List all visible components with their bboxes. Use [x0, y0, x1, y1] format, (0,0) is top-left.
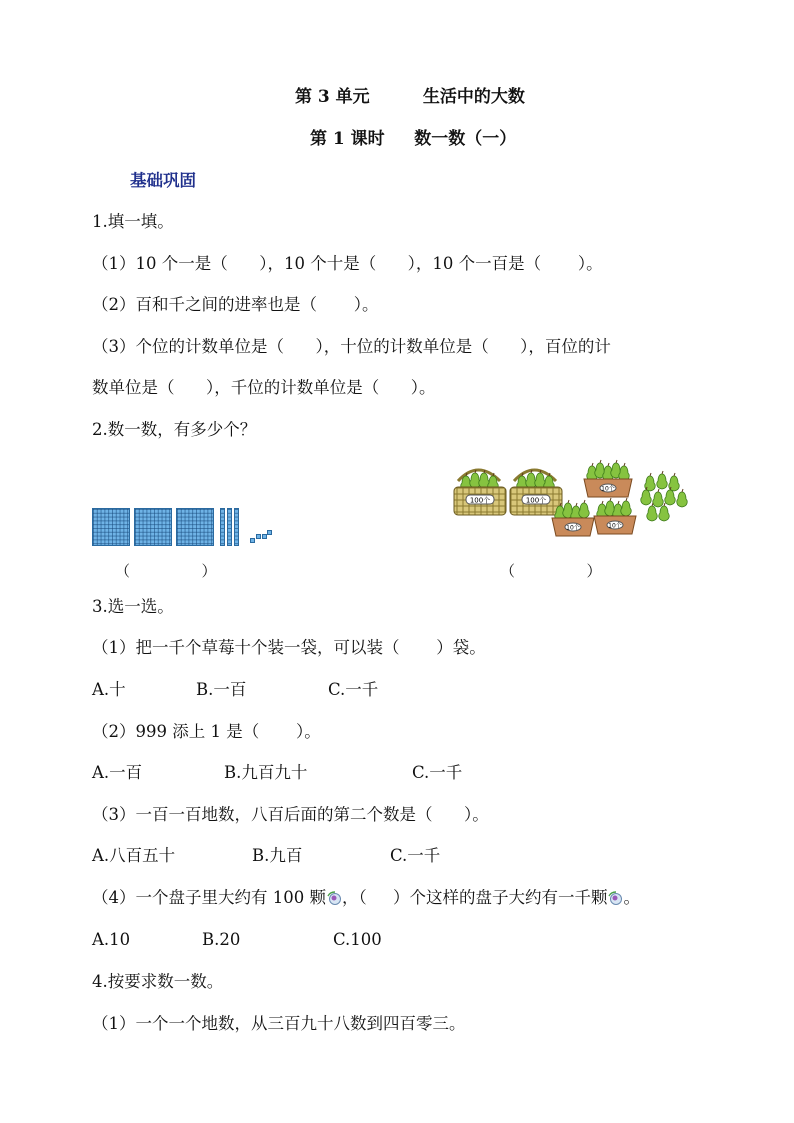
q3-sub2-option-a[interactable]: A.一百	[92, 763, 143, 782]
ten-rod	[220, 508, 225, 546]
q1-item-1: （1）10 个一是（ ），10 个十是（ ），10 个一百是（ ）。	[92, 254, 603, 273]
hundred-block	[134, 508, 172, 546]
q3-sub2-option-b[interactable]: B.九百九十	[224, 763, 308, 782]
hundred-block	[92, 508, 130, 546]
basket-label: 100个	[525, 496, 547, 505]
counting-blocks	[92, 508, 272, 548]
unit-cube	[256, 534, 261, 539]
q3-sub3-option-c[interactable]: C.一千	[390, 846, 441, 865]
loose-pears	[641, 471, 687, 521]
q3-sub4-option-c[interactable]: C.100	[333, 930, 382, 949]
unit-cube	[250, 538, 255, 543]
q4-title: 4.按要求数一数。	[92, 972, 224, 991]
q1-item-3-line-1: （3）个位的计数单位是（ ），十位的计数单位是（ ），百位的计	[92, 337, 611, 356]
answer-blank-right[interactable]: （ ）	[500, 562, 602, 580]
basket-100	[454, 470, 506, 515]
answer-blank-left[interactable]: （ ）	[115, 562, 217, 580]
bead-icon	[326, 890, 342, 906]
pear-baskets-picture	[448, 455, 696, 541]
q3-sub3-option-b[interactable]: B.九百	[252, 846, 303, 865]
ten-rod	[227, 508, 232, 546]
q3-sub4-text-3: 。	[623, 888, 640, 907]
q3-sub1-question: （1）把一千个草莓十个装一袋，可以装（ ）袋。	[92, 638, 486, 657]
hundred-block	[176, 508, 214, 546]
q1-item-2: （2）百和千之间的进率也是（ ）。	[92, 295, 379, 314]
q3-sub1-option-c[interactable]: C.一千	[328, 680, 379, 699]
basket-label: 10个	[601, 485, 615, 493]
q3-sub1-option-b[interactable]: B.一百	[196, 680, 247, 699]
unit-cube	[267, 530, 272, 535]
basket-label: 10个	[566, 524, 580, 532]
ten-rod	[234, 508, 239, 546]
q3-sub4-text-2: ，（ ）个这样的盘子大约有一千颗	[341, 888, 608, 907]
q3-sub3-question: （3）一百一百地数，八百后面的第二个数是（ ）。	[92, 805, 489, 824]
basket-label: 100个	[469, 496, 491, 505]
basket-10	[584, 460, 632, 497]
q1-title: 1.填一填。	[92, 212, 174, 231]
q3-sub2-question: （2）999 添上 1 是（ ）。	[92, 722, 321, 741]
q3-sub3-option-a[interactable]: A.八百五十	[92, 846, 176, 865]
q3-sub4-option-b[interactable]: B.20	[202, 930, 241, 949]
q4-item-1: （1）一个一个地数，从三百九十八数到四百零三。	[92, 1014, 466, 1033]
basket-100	[510, 470, 562, 515]
q3-title: 3.选一选。	[92, 597, 174, 616]
q3-sub4-text-1: （4）一个盘子里大约有 100 颗	[92, 888, 326, 907]
q3-sub2-option-c[interactable]: C.一千	[412, 763, 463, 782]
q3-sub1-option-a[interactable]: A.十	[92, 680, 126, 699]
bead-icon	[607, 890, 623, 906]
section-heading: 基础巩固	[130, 171, 196, 190]
unit-title: 第 3 单元 生活中的大数	[295, 87, 525, 107]
lesson-title: 第 1 课时 数一数（一）	[310, 129, 517, 149]
q2-title: 2.数一数，有多少个？	[92, 420, 257, 439]
q3-sub4-question	[92, 887, 640, 909]
q1-item-3-line-2: 数单位是（ ），千位的计数单位是（ ）。	[92, 378, 436, 397]
basket-label: 10个	[608, 522, 622, 530]
q3-sub4-option-a[interactable]: A.10	[92, 930, 131, 949]
basket-10	[594, 498, 636, 534]
